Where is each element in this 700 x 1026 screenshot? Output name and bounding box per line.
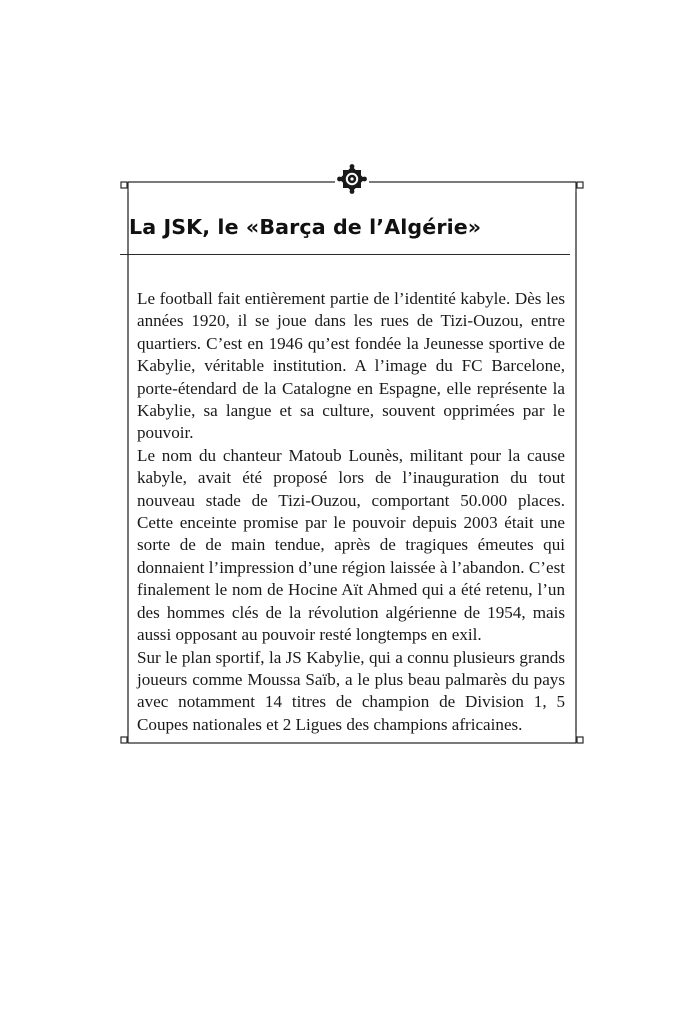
article-title: La JSK, le «Barça de l’Algérie» xyxy=(129,215,482,239)
corner-ornament-bottom-right xyxy=(576,733,583,743)
corner-ornament-top-left xyxy=(121,182,128,192)
corner-ornament-bottom-left xyxy=(121,733,128,743)
paragraph-2: Le nom du chanteur Matoub Lounès, militant pour la cause kabyle, avait été proposé lors de l’inauguration du tout nouveau stade de Tizi-Ouzou, comportant 50.000 places. Cette enceinte promise par le pouvoir depuis 2003 était une sorte de de main tendue, après de tragiques émeutes qui donnaient l’impression d’une région laissée à l’abandon. C’est finalement le nom de Hocine Aït Ahmed qui a été retenu, l’un des hommes clés de la révolution algérienne de 1954, mais aussi opposant au pouvoir resté longtemps en exil. xyxy=(137,445,565,645)
title-underline xyxy=(120,254,570,255)
corner-ornament-top-right xyxy=(576,182,583,192)
article-body xyxy=(137,288,565,736)
paragraph-3: Sur le plan sportif, la JS Kabylie, qui a connu plusieurs grands joueurs comme Moussa Saïb, a le plus beau palmarès du pays avec notamment 14 titres de champion de Division 1, 5 Coupes nationales et 2 Ligues des champions africaines. xyxy=(137,647,565,734)
paragraph-1: Le football fait entièrement partie de l’identité kabyle. Dès les années 1920, il se joue dans les rues de Tizi-Ouzou, entre quartiers. C’est en 1946 qu’est fondée la Jeunesse sportive de Kabylie, véritable institution. A l’image du FC Barcelone, porte-étendard de la Catalogne en Espagne, elle représente la Kabylie, sa langue et sa culture, souvent opprimées par le pouvoir. xyxy=(137,289,565,443)
decorative-star-ornament-icon xyxy=(337,164,367,194)
